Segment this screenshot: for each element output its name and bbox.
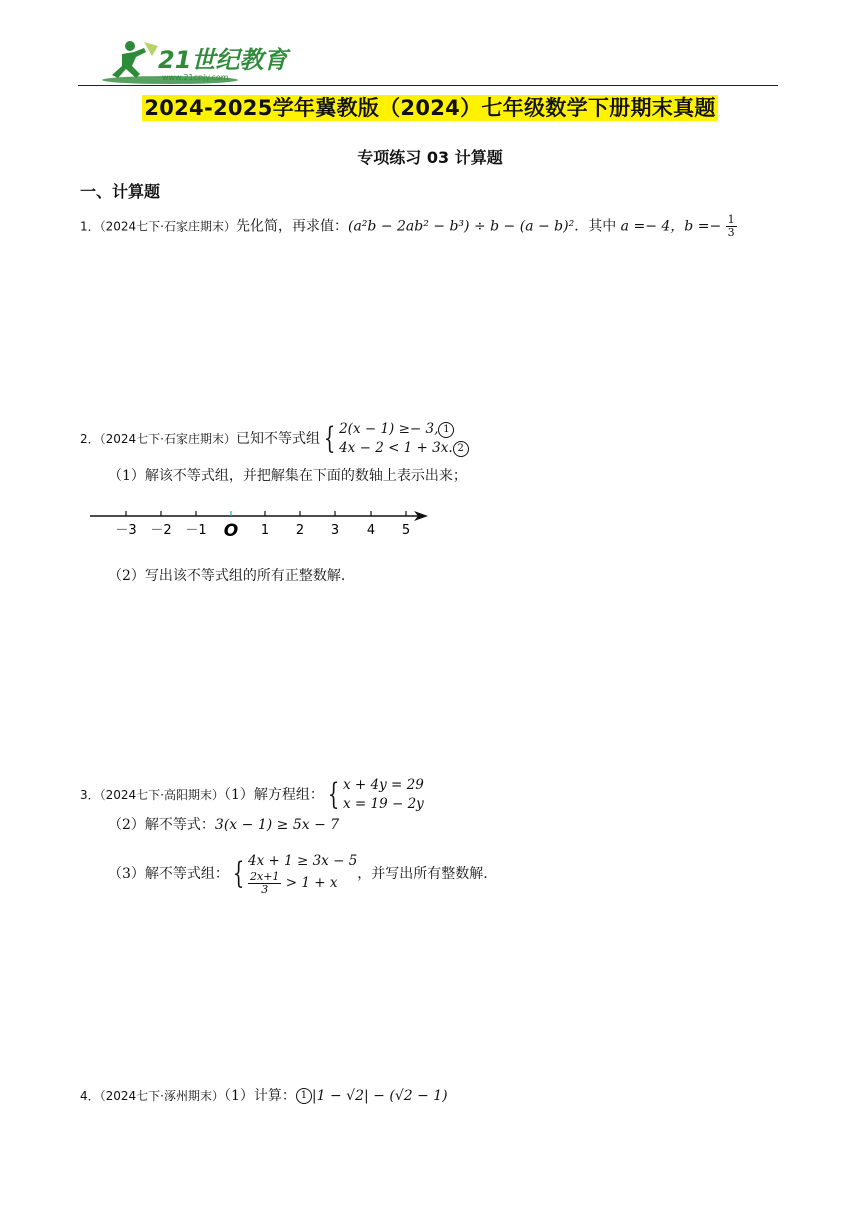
part-label: （3）解不等式组： <box>108 866 229 882</box>
number-line-label: 3 <box>330 523 340 538</box>
page-title-text: 2024-2025学年冀教版（2024）七年级数学下册期末真题 <box>144 96 716 120</box>
condition-a: a =− 4， <box>620 218 685 235</box>
inequality-system <box>339 420 469 458</box>
section-heading: 一、计算题 <box>80 182 161 201</box>
question-2-part-1: （1）解该不等式组，并把解集在下面的数轴上表示出来； <box>108 468 467 484</box>
question-text: 先化简，再求值： <box>236 218 348 235</box>
question-text: （1）解方程组： <box>224 787 324 803</box>
question-number: 2． <box>80 432 100 446</box>
part-label: （2）解不等式： <box>108 817 215 833</box>
number-line-label: 4 <box>366 523 376 538</box>
inequality-1: 2(x − 1) ≥− 3, <box>339 421 439 437</box>
page-subtitle: 专项练习 03 计算题 <box>357 148 503 167</box>
number-line <box>88 504 433 540</box>
inequality-2: 4x − 2 < 1 + 3x. <box>339 440 453 456</box>
question-number: 3． <box>80 788 100 802</box>
question-number: 4． <box>80 1089 100 1103</box>
question-3 <box>80 776 424 814</box>
number-line-label: －2 <box>150 523 172 538</box>
math-expression: |1 − √2| − (√2 − 1) <box>311 1088 448 1104</box>
fraction-denominator: 3 <box>727 226 735 239</box>
circled-1: 1 <box>296 1088 312 1104</box>
circled-1: 1 <box>438 422 454 438</box>
number-line-label: －1 <box>185 523 207 538</box>
number-line-label: －3 <box>115 523 137 538</box>
question-source: （2024七下·石家庄期末） <box>99 219 236 234</box>
question-number: 1． <box>80 219 100 234</box>
left-brace: { <box>327 777 340 812</box>
number-line-label: 1 <box>260 523 270 538</box>
condition-b: b =− <box>684 218 722 235</box>
left-brace: { <box>323 421 336 456</box>
question-3-part-3 <box>108 852 488 896</box>
question-1 <box>80 214 737 239</box>
question-source: （2024七下·石家庄期末） <box>99 432 236 446</box>
fraction <box>248 871 281 896</box>
inequality-1: 4x + 1 ≥ 3x − 5 <box>248 853 358 869</box>
equation-2: x = 19 − 2y <box>343 796 424 812</box>
number-line-label: 2 <box>295 523 305 538</box>
number-line-label: O <box>223 521 239 540</box>
question-source: （2024七下·高阳期末） <box>99 788 224 802</box>
math-expression: (a²b − 2ab² − b³) ÷ b − (a − b)² <box>348 218 575 235</box>
question-tail: ，并写出所有整数解. <box>357 866 488 882</box>
question-2-part-2: （2）写出该不等式组的所有正整数解. <box>108 568 346 584</box>
header-divider <box>78 85 778 86</box>
number-line-label: 5 <box>401 523 411 538</box>
logo-text: 21世纪教育 <box>158 46 288 74</box>
page-title <box>0 92 860 122</box>
logo <box>100 38 300 86</box>
fraction <box>726 214 737 239</box>
question-3-part-2 <box>108 815 339 835</box>
inequality: 3(x − 1) ≥ 5x − 7 <box>214 817 340 833</box>
question-2 <box>80 420 469 458</box>
inequality-2-rest: > 1 + x <box>285 875 338 891</box>
question-text: 已知不等式组 <box>236 431 320 447</box>
fraction-numerator: 2x+1 <box>250 870 280 883</box>
question-source: （2024七下·涿州期末） <box>99 1089 224 1103</box>
circled-2: 2 <box>453 441 469 457</box>
question-text: （1）计算： <box>224 1088 296 1104</box>
logo-url: www.21cnjy.com <box>162 73 229 82</box>
equation-system <box>343 776 424 814</box>
left-brace: { <box>232 856 245 891</box>
fraction-denominator: 3 <box>261 883 269 896</box>
equation-1: x + 4y = 29 <box>343 777 424 793</box>
fraction-numerator: 1 <box>727 213 735 226</box>
inequality-system <box>248 852 357 896</box>
question-4 <box>80 1086 448 1106</box>
question-tail: ．其中 <box>574 218 617 235</box>
